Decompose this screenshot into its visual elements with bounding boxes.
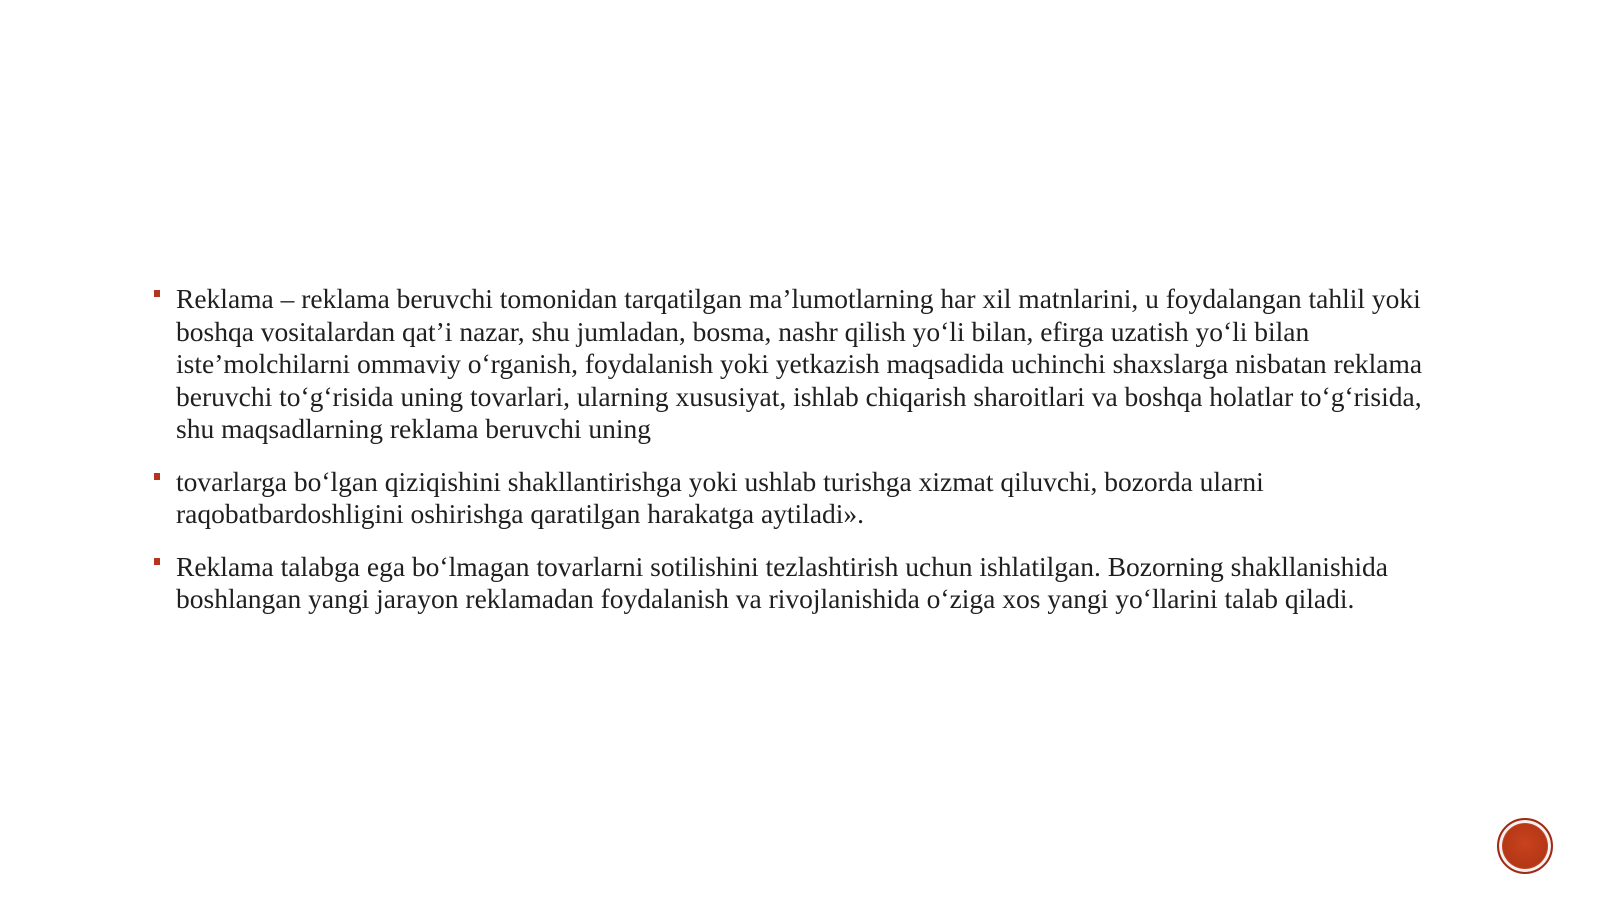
bullet-square-icon <box>154 290 160 297</box>
bullet-item <box>154 283 1424 446</box>
bullet-text: Reklama talabga ega bo‘lmagan tovarlarni sotilishini tezlashtirish uchun ishlatilgan. Bozorning shakllanishida boshlangan yangi jarayon reklamadan foydalanish va rivojlanishida o‘ziga xos yangi yo‘llarini talab qiladi. <box>176 550 1389 614</box>
bullet-text: tovarlarga bo‘lgan qiziqishini shakllantirishga yoki ushlab turishga xizmat qiluvchi, bozorda ularni raqobatbardoshligini oshirishga qaratilgan harakatga aytiladi». <box>176 465 1264 529</box>
bullet-text: Reklama – reklama beruvchi tomonidan tarqatilgan ma’lumotlarning har xil matnlarini, u foydalangan tahlil yoki boshqa vositalardan qat’i nazar, shu jumladan, bosma, nashr qilish yo‘li bilan, efirga uzatish yo‘li bilan iste’molchilarni ommaviy o‘rganish, foydalanish yoki yetkazish maqsadida uchinchi shaxslarga nisbatan reklama beruvchi to‘g‘risida uning tovarlari, ularning xususiyat, ishlab chiqarish sharoitlari va boshqa holatlar to‘g‘risida, shu maqsadlarning reklama beruvchi uning <box>176 283 1423 444</box>
circle-button-icon[interactable] <box>1497 818 1553 874</box>
bullet-square-icon <box>154 558 160 565</box>
bullet-item <box>154 551 1424 616</box>
bullet-square-icon <box>154 473 160 480</box>
bullet-list <box>154 283 1424 636</box>
bullet-item <box>154 466 1424 531</box>
